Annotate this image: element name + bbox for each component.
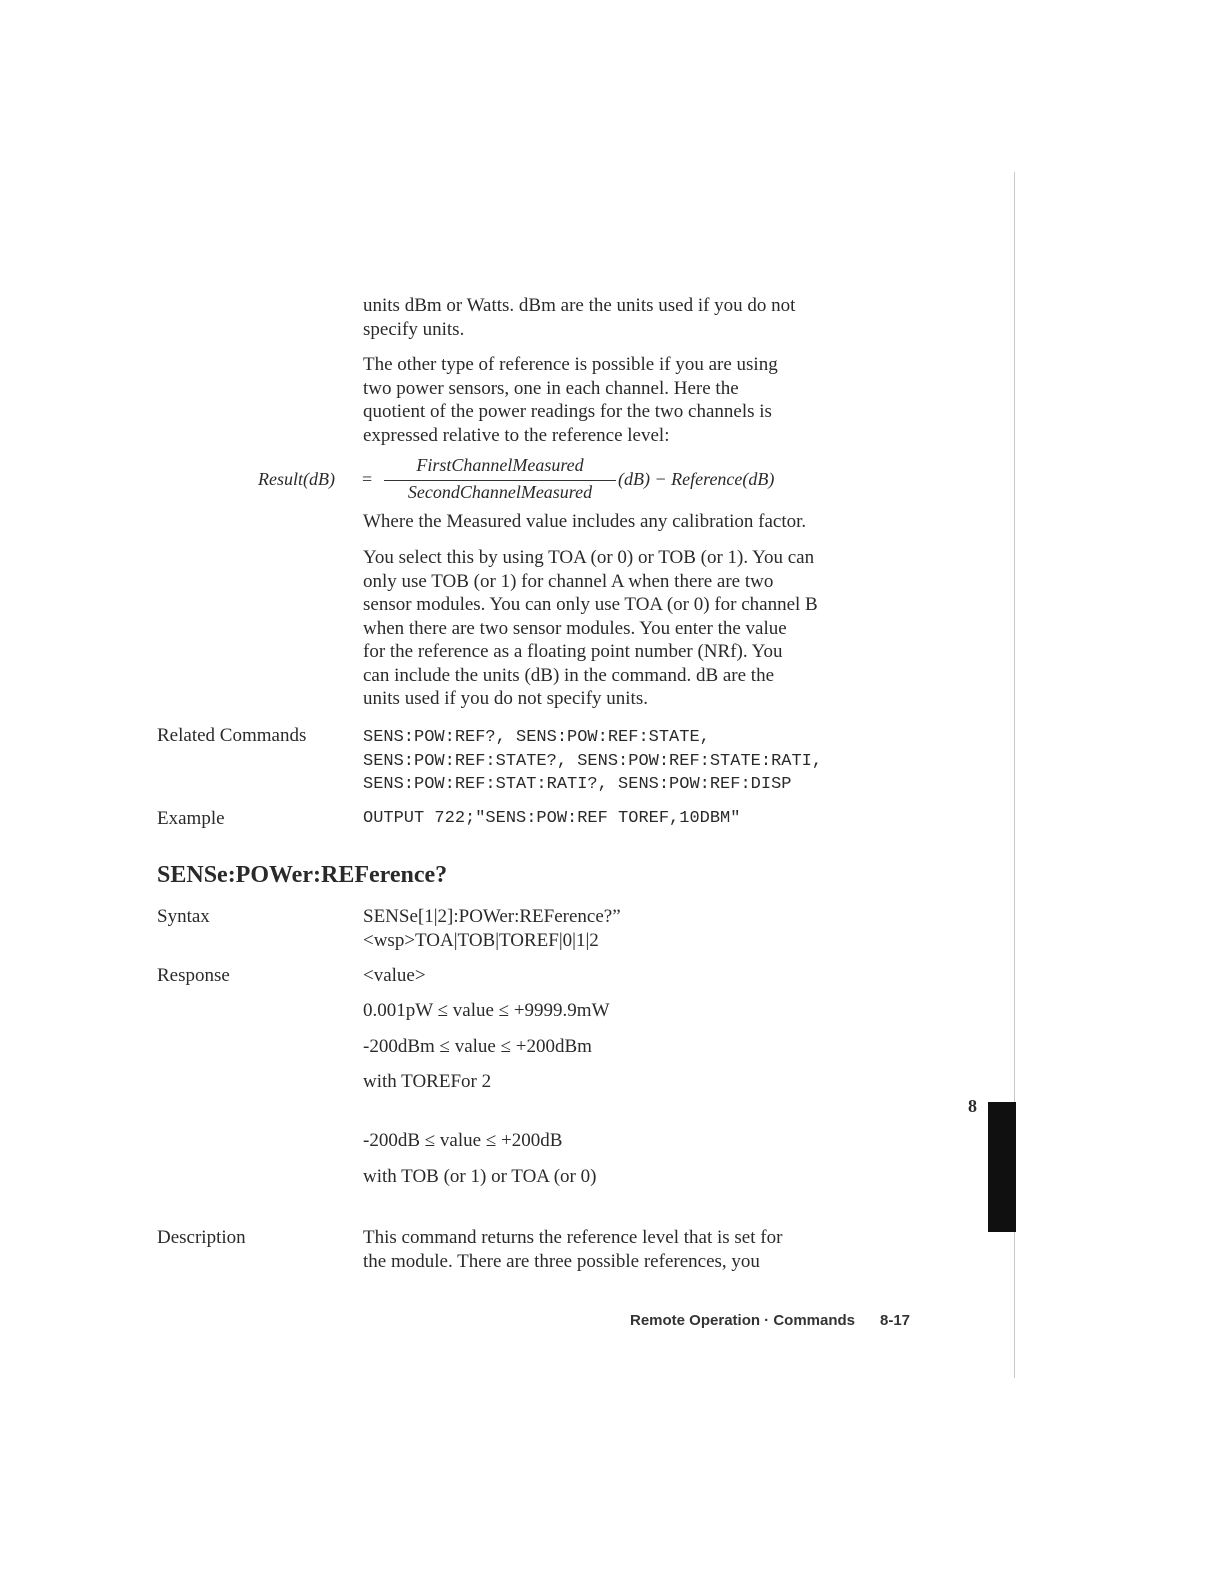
response-label: Response [157,965,230,986]
response-condition-toref: with TOREFor 2 [363,1071,492,1092]
page-number: 8-17 [880,1312,911,1329]
fraction-bar [384,480,616,481]
chapter-tab-number: 8 [968,1096,977,1116]
chapter-tab-marker [988,1102,1016,1232]
response-range-watts: 0.001pW ≤ value ≤ +9999.9mW [363,1000,610,1021]
example-label: Example [157,808,225,829]
response-range-dbm: -200dBm ≤ value ≤ +200dBm [363,1036,592,1057]
formula-numerator: FirstChannelMeasured [416,455,584,475]
related-commands-list: SENS:POW:REF?, SENS:POW:REF:STATE, SENS:POW:REF:STATE?, SENS:POW:REF:STATE:RATI, SENS:POW:REF:STAT:RATI?, SENS:POW:REF:DISP [363,728,823,794]
related-commands-label: Related Commands [157,725,307,746]
response-condition-toa-tob: with TOB (or 1) or TOA (or 0) [363,1166,597,1187]
formula-denominator: SecondChannelMeasured [407,482,593,502]
formula-rhs: (dB) − Reference(dB) [618,469,775,489]
intro-paragraph-2: The other type of reference is possible if you are using two power sensors, one in each channel. Here the quotient of the power readings for the two channels is expressed relative to the reference level: [363,354,778,446]
reference-selection-paragraph: You select this by using TOA (or 0) or TOB (or 1). You can only use TOB (or 1) for channel A when there are two sensor modules. You can only use TOA (or 0) for channel B when there are two sensor modules. You enter the value for the reference as a floating point number (NRf). You can include the units (dB) in the command. dB are the units used if you do not specify units. [363,547,818,709]
response-range-db: -200dB ≤ value ≤ +200dB [363,1130,563,1151]
section-heading: SENSe:POWer:REFerence? [157,862,448,888]
syntax-label: Syntax [157,906,210,927]
description-text: This command returns the reference level that is set for the module. There are three possible references, you [363,1227,783,1272]
formula-lhs: Result(dB) [258,469,335,489]
formula-equals: = [362,469,373,489]
calibration-note: Where the Measured value includes any calibration factor. [363,511,807,532]
footer-title: Remote Operation · Commands [630,1312,856,1329]
intro-paragraph-1: units dBm or Watts. dBm are the units used if you do not specify units. [363,295,796,340]
response-value: <value> [363,965,426,986]
syntax-text: SENSe[1|2]:POWer:REFerence?” <wsp>TOA|TOB|TOREF|0|1|2 [363,906,621,951]
description-label: Description [157,1227,246,1248]
example-command: OUTPUT 722;"SENS:POW:REF TOREF,10DBM" [363,809,741,828]
